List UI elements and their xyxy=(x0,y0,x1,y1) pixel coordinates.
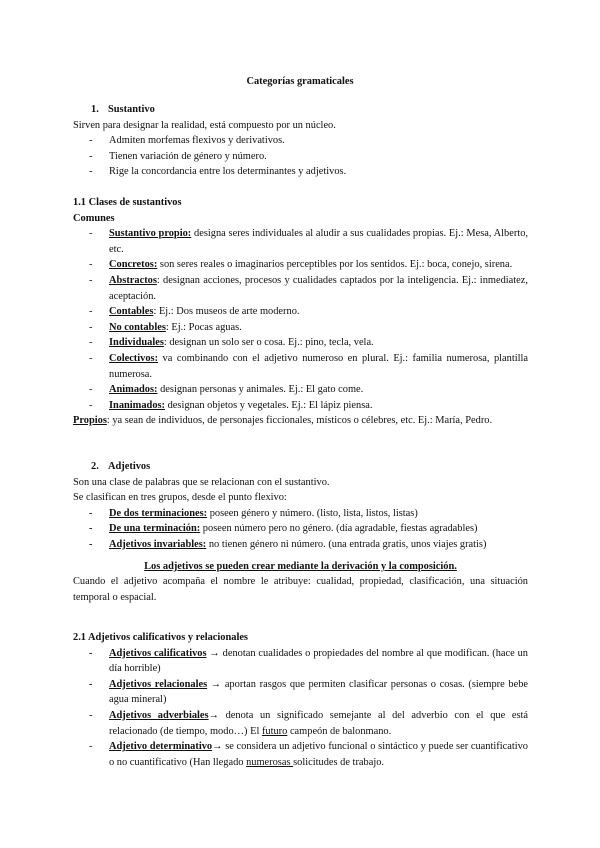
list-item: - Individuales: designan un solo ser o cosa. Ej.: pino, tecla, vela. xyxy=(89,337,374,349)
list-item: - Colectivos: va combinando con el adjetivo numeroso en plural. Ej.: familia numerosa, plantilla numerosa. xyxy=(89,352,528,380)
highlight-sentence: Los adjetivos se pueden crear mediante la derivación y la composición. xyxy=(144,560,457,572)
list-item: - Abstractos: designan acciones, procesos y cualidades captados por la inteligencia. Ej.: inmediatez, aceptación. xyxy=(89,274,528,302)
list-item: - Sustantivo propio: designa seres individuales al aludir a sus cualidades propias. Ej.: Mesa, Alberto, etc. xyxy=(89,228,528,255)
bullet-list xyxy=(73,506,528,553)
bullet-list xyxy=(73,226,528,413)
bullet-list xyxy=(73,133,528,180)
section-adjetivos xyxy=(73,459,528,605)
section-intro: Sirven para designar la realidad, está compuesto por un núcleo. xyxy=(73,119,336,131)
bullet-list xyxy=(73,646,528,771)
list-item: - Contables: Ej.: Dos museos de arte moderno. xyxy=(89,306,300,318)
list-item: - Animados: designan personas y animales. Ej.: El gato come. xyxy=(89,384,364,396)
list-item: - Rige la concordancia entre los determinantes y adjetivos. xyxy=(89,166,347,178)
list-item: - Concretos: son seres reales o imaginarios perceptibles por los sentidos. Ej.: boca, conejo, sirena. xyxy=(89,259,513,271)
section-heading: 2. Adjetivos xyxy=(91,461,151,472)
section-line: Se clasifican en tres grupos, desde el punto flexivo: xyxy=(73,492,287,504)
list-item: - De una terminación: poseen número pero no género. (día agradable, fiestas agradables) xyxy=(89,523,478,535)
section-sustantivo xyxy=(73,102,528,180)
list-item: - Adjetivos adverbiales→ denota un significado semejante al del adverbio con el que está relacionado (de tiempo, modo…) El futuro campeón de balonmano. xyxy=(89,709,529,737)
list-item: - Adjetivos calificativos → denotan cualidades o propiedades del nombre al que modifican. (hace un día horrible) xyxy=(89,647,529,675)
section-line: Son una clase de palabras que se relacionan con el sustantivo. xyxy=(73,476,330,488)
subsection-heading: 1.1 Clases de sustantivos xyxy=(73,197,182,208)
list-item: - Adjetivos relacionales → aportan rasgos que permiten clasificar personas o cosas. (siempre bebe agua mineral) xyxy=(89,678,528,706)
list-item: - De dos terminaciones: poseen género y número. (listo, lista, listos, listas) xyxy=(89,507,418,519)
subsection-subheading: Comunes xyxy=(73,212,115,224)
list-item: - No contables: Ej.: Pocas aguas. xyxy=(89,321,242,333)
section-adjetivos-calificativos xyxy=(73,630,528,770)
subsection-heading: 2.1 Adjetivos calificativos y relacionales xyxy=(73,632,248,643)
document-title: Categorías gramaticales xyxy=(246,76,354,87)
list-item: - Inanimados: designan objetos y vegetales. Ej.: El lápiz piensa. xyxy=(89,399,373,411)
list-item: - Adjetivos invariables: no tienen género ni número. (una entrada gratis, unos viajes gratis) xyxy=(89,538,487,550)
adjetivo-paragraph: Cuando el adjetivo acompaña el nombre le atribuye: cualidad, propiedad, clasificación, una situación temporal o espacial. xyxy=(73,576,528,603)
list-item: - Adjetivo determinativo→ se considera un adjetivo funcional o sintáctico y puede ser cuantificativo o no cuantificativo (Han llegado numerosas solicitudes de trabajo. xyxy=(89,741,528,768)
list-item: - Admiten morfemas flexivos y derivativos. xyxy=(89,135,285,147)
section-clases-sustantivos xyxy=(73,195,528,429)
propios-paragraph: Propios: ya sean de individuos, de personajes ficcionales, místicos o célebres, etc. Ej.: María, Pedro. xyxy=(73,415,493,427)
section-heading: 1. Sustantivo xyxy=(91,104,155,115)
list-item: - Tienen variación de género y número. xyxy=(89,150,267,162)
